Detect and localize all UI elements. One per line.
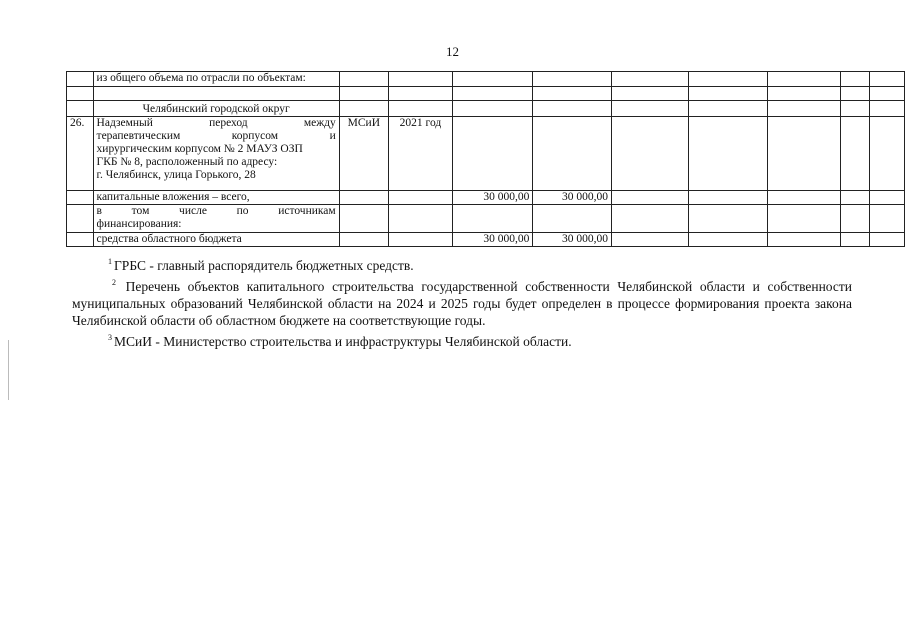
object-name-cell bbox=[93, 117, 339, 191]
footnote-2: $^2$ Перечень объектов капитального строительства государственной собственности Челябинской области и собственности муниципальных образований Челябинской области на 2024 и 2025 годы будет определен в процессе формирования проекта закона Челябинской области об областном бюджете на соответствующие годы. bbox=[72, 278, 853, 328]
scan-artifact bbox=[8, 340, 9, 400]
table-row bbox=[67, 233, 905, 247]
table-row bbox=[67, 72, 905, 87]
row-sources-word: источникам bbox=[278, 205, 336, 217]
object-name-line: ГКБ № 8, расположенный по адресу: bbox=[96, 156, 278, 168]
row-sources-word: том bbox=[131, 205, 150, 217]
row-objects-label: из общего объема по отрасли по объектам: bbox=[93, 72, 339, 87]
regional-value-2025: 30 000,00 bbox=[533, 233, 612, 247]
footnotes bbox=[72, 253, 852, 350]
year-cell: 2021 год bbox=[388, 117, 452, 191]
row-regional-label: средства областного бюджета bbox=[93, 233, 339, 247]
object-name-word: терапевтическим bbox=[96, 130, 181, 142]
page-number: 12 bbox=[446, 44, 459, 59]
footnote-mark: 2 bbox=[112, 278, 116, 287]
row-sources-line2: финансирования: bbox=[96, 218, 182, 230]
table-row bbox=[67, 101, 905, 117]
row-sources-word: в bbox=[96, 205, 102, 217]
footnote-mark: 1 bbox=[108, 257, 112, 266]
footnote-3: $^3$ МСиИ - Министерство строительства и инфраструктуры Челябинской области. bbox=[108, 333, 572, 349]
footnote-1: $^1$ ГРБС - главный распорядитель бюджетных средств. bbox=[108, 257, 414, 273]
object-name-word: Надземный bbox=[96, 117, 153, 129]
capital-value-2025: 30 000,00 bbox=[533, 191, 612, 205]
row-capital-label: капитальные вложения – всего, bbox=[93, 191, 339, 205]
table-row bbox=[67, 191, 905, 205]
object-name-line: хирургическим корпусом № 2 МАУЗ ОЗП bbox=[96, 143, 303, 155]
object-name-word: переход bbox=[209, 117, 248, 129]
object-name-line: г. Челябинск, улица Горького, 28 bbox=[96, 169, 256, 181]
grbs-cell: МСиИ bbox=[339, 117, 388, 191]
table-row bbox=[67, 205, 905, 233]
object-name-word: корпусом bbox=[231, 130, 279, 142]
table-row bbox=[67, 117, 905, 191]
budget-table bbox=[66, 71, 905, 247]
object-name-word: и bbox=[329, 130, 336, 142]
footnote-mark: 3 bbox=[108, 333, 112, 342]
row-sources-word: по bbox=[236, 205, 249, 217]
capital-value-2024: 30 000,00 bbox=[452, 191, 532, 205]
row-district-label: Челябинский городской округ bbox=[93, 101, 339, 117]
row-index: 26. bbox=[67, 117, 94, 191]
table-row bbox=[67, 87, 905, 101]
row-sources-word: числе bbox=[179, 205, 207, 217]
regional-value-2024: 30 000,00 bbox=[452, 233, 532, 247]
row-sources-cell bbox=[93, 205, 339, 233]
object-name-word: между bbox=[303, 117, 336, 129]
